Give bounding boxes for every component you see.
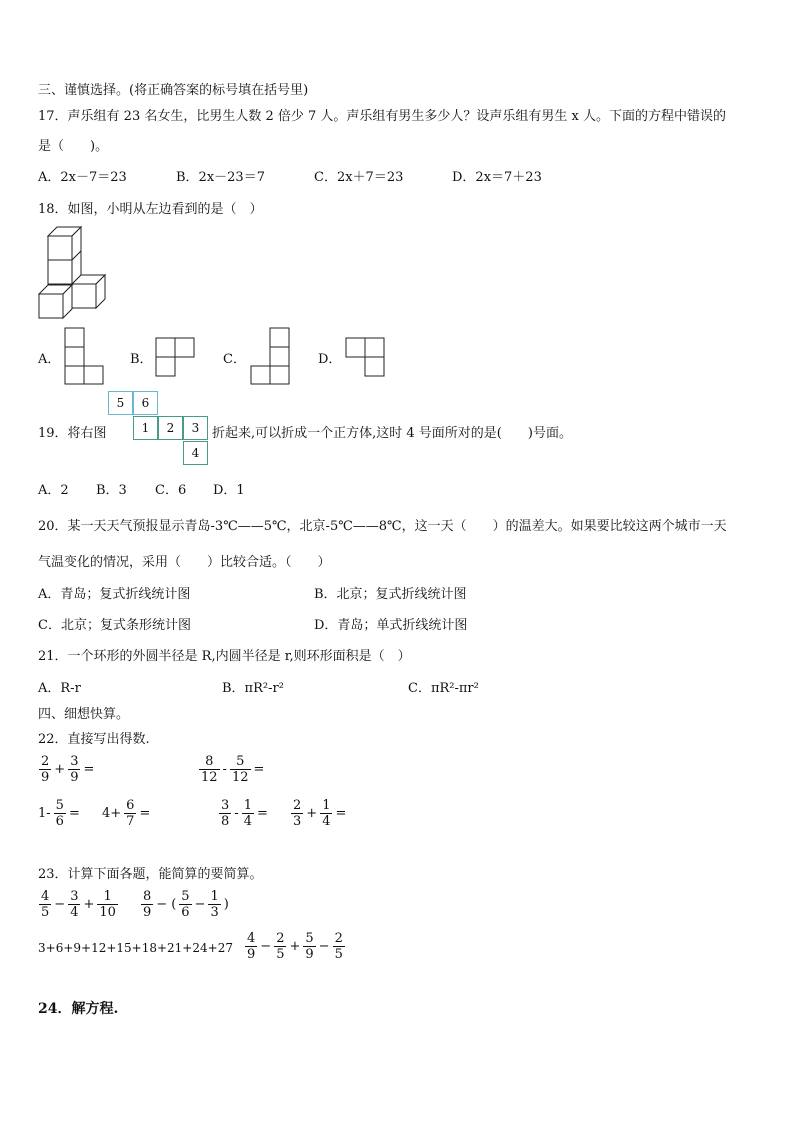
q17-option-d: D．2x＝7＋23 [452, 170, 542, 185]
q22-expr-4: 4+ $\frac{6}{7}$ = [102, 798, 151, 829]
q18-option-d-label: D． [318, 352, 342, 367]
q22-expr-1: $\frac{2}{9}$ + $\frac{3}{9}$ = [41, 754, 95, 785]
net-face-6: 6 [133, 391, 158, 415]
q18-option-a-label: A． [38, 352, 61, 367]
q20-option-a: A．青岛；复式折线统计图 [38, 587, 191, 602]
q19-option-a: A．2 [38, 483, 69, 498]
q19-option-b: B．3 [96, 483, 127, 498]
q20-option-d: D．青岛；单式折线统计图 [314, 618, 468, 633]
q18-text: 18．如图，小明从左边看到的是（ ） [38, 202, 263, 217]
q17-option-c: C．2x＋7＝23 [314, 170, 404, 185]
q20-option-b: B．北京；复式折线统计图 [314, 587, 467, 602]
q20-text-line1: 20．某一天天气预报显示青岛-3℃——5℃，北京-5℃——8℃，这一天（ ）的温差大。如果要比较这两个城市一天 [38, 519, 727, 534]
q20-text-line2: 气温变化的情况，采用（ ）比较合适。（ ） [38, 555, 331, 570]
q21-text: 21．一个环形的外圆半径是 R,内圆半径是 r,则环形面积是（ ） [38, 649, 411, 664]
q22-expr-6: $\frac{2}{3}$ + $\frac{1}{4}$ = [293, 798, 347, 829]
net-face-2: 2 [158, 416, 183, 440]
net-face-4: 4 [183, 441, 208, 465]
q19-option-c: C．6 [155, 483, 187, 498]
q17-text-line1: 17．声乐组有 23 名女生，比男生人数 2 倍少 7 人。声乐组有男生多少人？设声乐组有男生 x 人。下面的方程中错误的 [38, 109, 727, 124]
q21-option-b: B．πR²-r² [222, 681, 284, 696]
net-face-5: 5 [108, 391, 133, 415]
q19-text-suffix: 折起来,可以折成一个正方体,这时 4 号面所对的是( )号面。 [212, 426, 572, 441]
q23-expr-4: $\frac{4}{9}$ − $\frac{2}{5}$ + $\frac{5}{9}$ − $\frac{2}{5}$ [247, 931, 343, 962]
q19-text-prefix: 19．将右图 [38, 426, 107, 441]
q22-expr-2: $\frac{8}{12}$ - $\frac{5}{12}$ = [201, 754, 265, 785]
q20-option-c: C．北京；复式条形统计图 [38, 618, 191, 633]
q21-option-c: C．πR²-πr² [408, 681, 479, 696]
q22-text: 22．直接写出得数. [38, 732, 150, 747]
q18-option-b-label: B． [130, 352, 153, 367]
net-face-3: 3 [183, 416, 208, 440]
q17-option-a: A．2x－7＝23 [38, 170, 127, 185]
q18-option-a-figure [64, 327, 104, 385]
q22-expr-3: 1- $\frac{5}{6}$ = [38, 798, 80, 829]
section-4-title: 四、细想快算。 [38, 707, 130, 722]
q21-option-a: A．R-r [38, 681, 81, 696]
q23-text: 23．计算下面各题，能简算的要简算。 [38, 867, 263, 882]
q24-text: 24．解方程. [38, 1001, 119, 1017]
q18-option-b-figure [155, 337, 195, 377]
q18-option-c-figure [250, 327, 290, 385]
net-face-1: 1 [133, 416, 158, 440]
q17-text-line2: 是（ )。 [38, 139, 109, 154]
q18-cube-stack-figure [38, 226, 110, 320]
q19-option-d: D．1 [213, 483, 245, 498]
q22-expr-5: $\frac{3}{8}$ - $\frac{1}{4}$ = [221, 798, 268, 829]
q18-option-d-figure [345, 337, 385, 377]
q23-expr-1: $\frac{4}{5}$ − $\frac{3}{4}$ + $\frac{1}{10}$ [41, 889, 116, 920]
q17-option-b: B．2x－23＝7 [176, 170, 265, 185]
q23-expr-3: 3+6+9+12+15+18+21+24+27 [38, 941, 233, 955]
q23-expr-2: $\frac{8}{9}$ − ( $\frac{5}{6}$ − $\frac{1}{3}$ ) [143, 889, 229, 920]
q18-option-c-label: C． [223, 352, 246, 367]
section-3-title: 三、谨慎选择。(将正确答案的标号填在括号里) [38, 83, 309, 98]
